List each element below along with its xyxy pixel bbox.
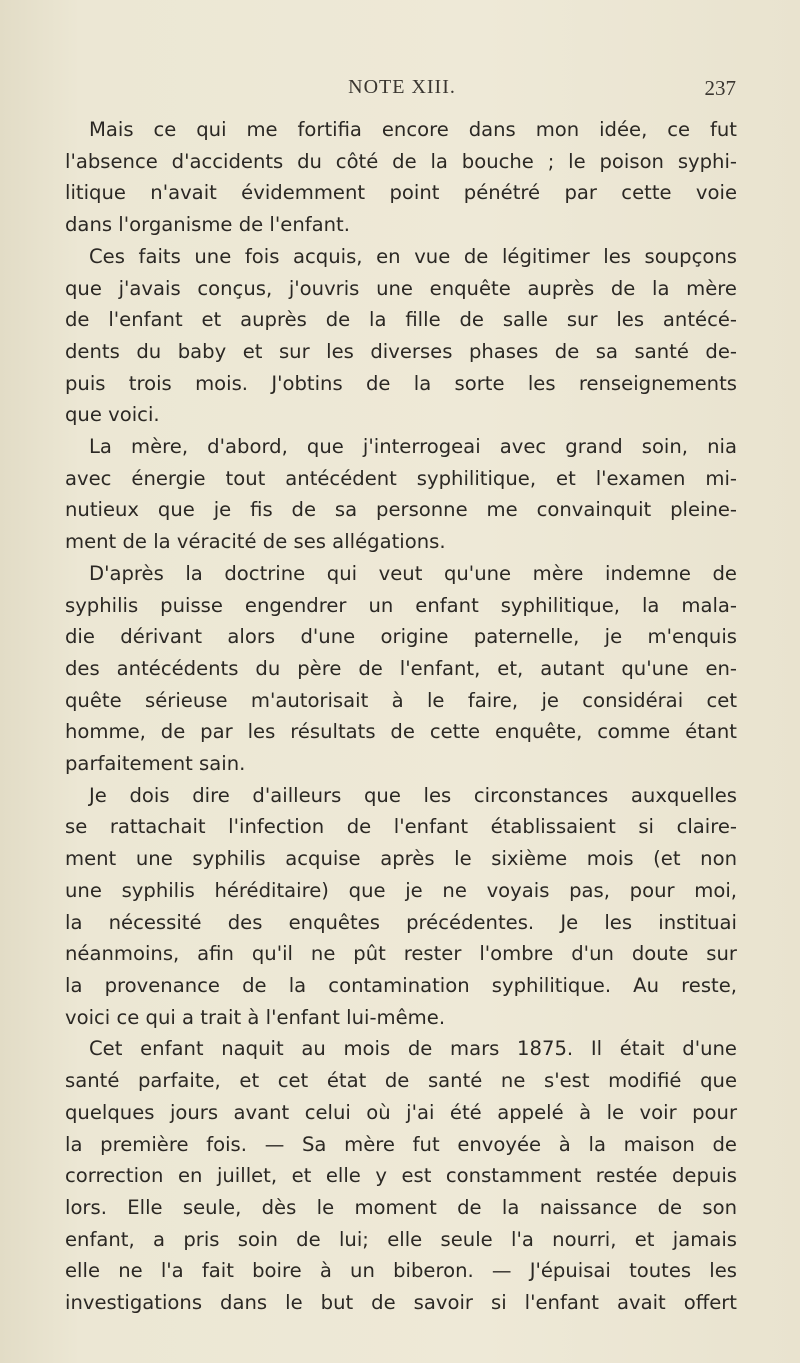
- text-line: homme, de par les résultats de cette enquête, comme étant: [65, 720, 737, 744]
- text-line: dents du baby et sur les diverses phases de sa santé de-: [65, 339, 737, 363]
- text-line: Cet enfant naquit au mois de mars 1875. Il était d'une: [89, 1037, 737, 1061]
- text-line: Je dois dire d'ailleurs que les circonstances auxquelles: [89, 783, 737, 807]
- text-line: investigations dans le but de savoir si l'enfant avait offert: [65, 1291, 737, 1315]
- text-line: l'absence d'accidents du côté de la bouche ; le poison syphi-: [65, 149, 737, 173]
- text-line: que j'avais conçus, j'ouvris une enquête auprès de la mère: [65, 276, 737, 300]
- text-line: la première fois. — Sa mère fut envoyée à la maison de: [65, 1132, 737, 1156]
- text-line: elle ne l'a fait boire à un biberon. — J'épuisai toutes les: [65, 1259, 737, 1283]
- body-text: [65, 114, 737, 1319]
- text-line: que voici.: [65, 403, 160, 427]
- text-line: La mère, d'abord, que j'interrogeai avec grand soin, nia: [89, 435, 737, 459]
- text-line: die dérivant alors d'une origine paternelle, je m'enquis: [65, 625, 737, 649]
- text-line: voici ce qui a trait à l'enfant lui-même.: [65, 1005, 446, 1029]
- text-line: D'après la doctrine qui veut qu'une mère indemne de: [89, 561, 737, 585]
- text-line: avec énergie tout antécédent syphilitique, et l'examen mi-: [65, 466, 737, 490]
- text-line: dans l'organisme de l'enfant.: [65, 213, 350, 237]
- text-line: la provenance de la contamination syphilitique. Au reste,: [65, 973, 737, 997]
- text-line: de l'enfant et auprès de la fille de salle sur les antécé-: [65, 308, 737, 332]
- running-head: NOTE XIII.: [348, 76, 456, 98]
- text-line: une syphilis héréditaire) que je ne voyais pas, pour moi,: [65, 878, 737, 902]
- text-line: la nécessité des enquêtes précédentes. Je les instituai: [65, 910, 737, 934]
- text-line: litique n'avait évidemment point pénétré par cette voie: [65, 181, 737, 205]
- text-line: se rattachait l'infection de l'enfant établissaient si claire-: [65, 815, 737, 839]
- text-line: correction en juillet, et elle y est constamment restée depuis: [65, 1164, 737, 1188]
- page-number: 237: [704, 76, 736, 100]
- text-line: parfaitement sain.: [65, 752, 246, 776]
- text-line: ment une syphilis acquise après le sixième mois (et non: [65, 847, 737, 871]
- page-header: [68, 76, 736, 104]
- text-line: ment de la véracité de ses allégations.: [65, 530, 446, 554]
- text-line: quête sérieuse m'autorisait à le faire, je considérai cet: [65, 688, 737, 712]
- text-line: enfant, a pris soin de lui; elle seule l'a nourri, et jamais: [65, 1227, 737, 1251]
- text-line: Mais ce qui me fortifia encore dans mon idée, ce fut: [89, 118, 737, 141]
- text-line: lors. Elle seule, dès le moment de la naissance de son: [65, 1195, 737, 1219]
- text-line: puis trois mois. J'obtins de la sorte les renseignements: [65, 371, 737, 395]
- text-line: des antécédents du père de l'enfant, et, autant qu'une en-: [65, 656, 737, 680]
- text-line: quelques jours avant celui où j'ai été appelé à le voir pour: [65, 1100, 737, 1124]
- text-line: syphilis puisse engendrer un enfant syphilitique, la mala-: [65, 593, 737, 617]
- text-line: néanmoins, afin qu'il ne pût rester l'ombre d'un doute sur: [65, 942, 737, 966]
- text-line: Ces faits une fois acquis, en vue de légitimer les soupçons: [89, 244, 737, 268]
- text-line: santé parfaite, et cet état de santé ne s'est modifié que: [65, 1069, 737, 1093]
- text-line: nutieux que je fis de sa personne me convainquit pleine-: [65, 498, 737, 522]
